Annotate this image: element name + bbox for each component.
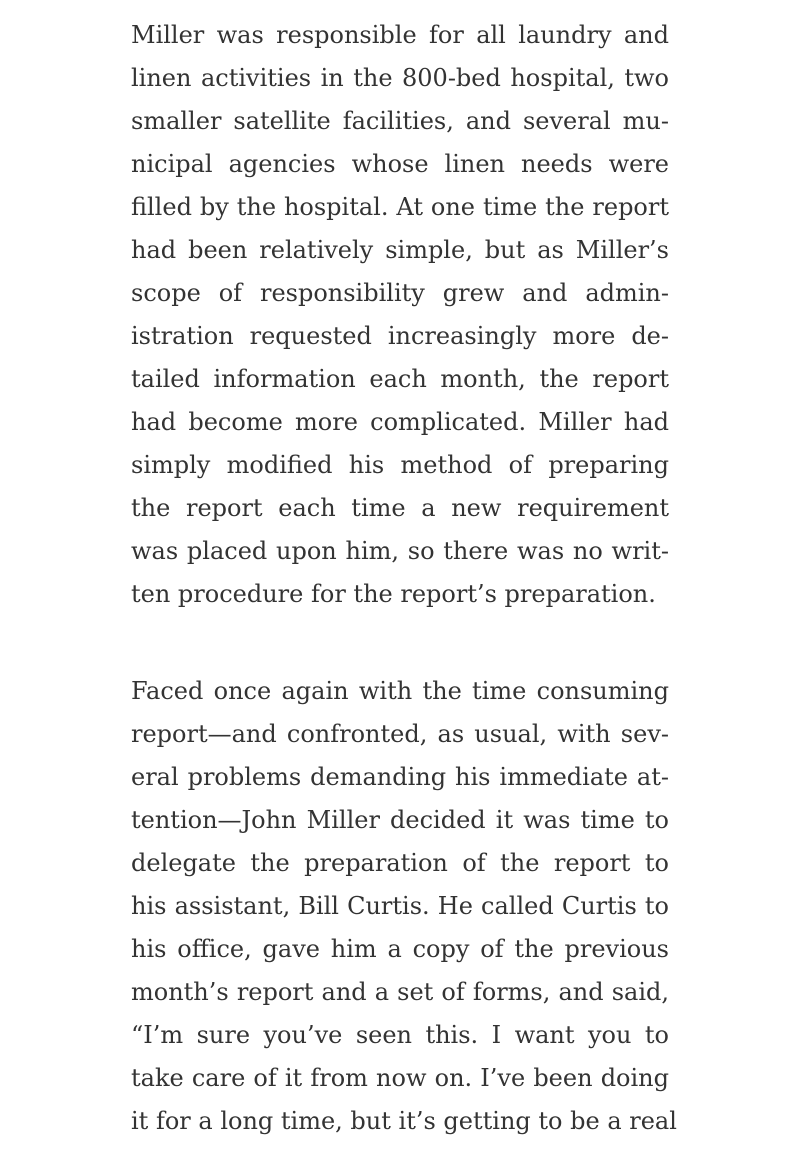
text-line: filled by the hospital. At one time the report <box>131 193 669 221</box>
text-line: it for a long time, but it’s getting to be a real <box>131 1107 677 1135</box>
text-line: tention—John Miller decided it was time to <box>131 806 669 834</box>
text-line: eral problems demanding his immediate at- <box>131 763 669 791</box>
text-line: Miller was responsible for all laundry and <box>131 21 669 49</box>
document-page <box>131 14 677 1143</box>
text-line: tailed information each month, the report <box>131 365 669 393</box>
text-line: nicipal agencies whose linen needs were <box>131 150 669 178</box>
paragraph-1 <box>131 14 669 616</box>
text-line: delegate the preparation of the report to <box>131 849 669 877</box>
text-line: had been relatively simple, but as Miller’s <box>131 236 669 264</box>
text-line: report—and confronted, as usual, with sev- <box>131 720 669 748</box>
text-line: linen activities in the 800-bed hospital, two <box>131 64 669 92</box>
text-line: was placed upon him, so there was no writ- <box>131 537 669 565</box>
text-line: Faced once again with the time consuming <box>131 677 669 705</box>
text-line: month’s report and a set of forms, and said, <box>131 978 669 1006</box>
text-line: ten procedure for the report’s preparation. <box>131 580 656 608</box>
text-line: take care of it from now on. I’ve been doing <box>131 1064 669 1092</box>
text-line: his assistant, Bill Curtis. He called Curtis to <box>131 892 669 920</box>
text-line: his office, gave him a copy of the previous <box>131 935 669 963</box>
paragraph-2 <box>131 670 677 1143</box>
text-line: “I’m sure you’ve seen this. I want you to <box>131 1021 669 1049</box>
text-line: smaller satellite facilities, and several mu- <box>131 107 669 135</box>
text-line: had become more complicated. Miller had <box>131 408 669 436</box>
text-line: simply modified his method of preparing <box>131 451 669 479</box>
text-line: scope of responsibility grew and admin- <box>131 279 669 307</box>
text-line: the report each time a new requirement <box>131 494 669 522</box>
text-line: istration requested increasingly more de- <box>131 322 669 350</box>
paragraph-gap <box>131 616 669 670</box>
